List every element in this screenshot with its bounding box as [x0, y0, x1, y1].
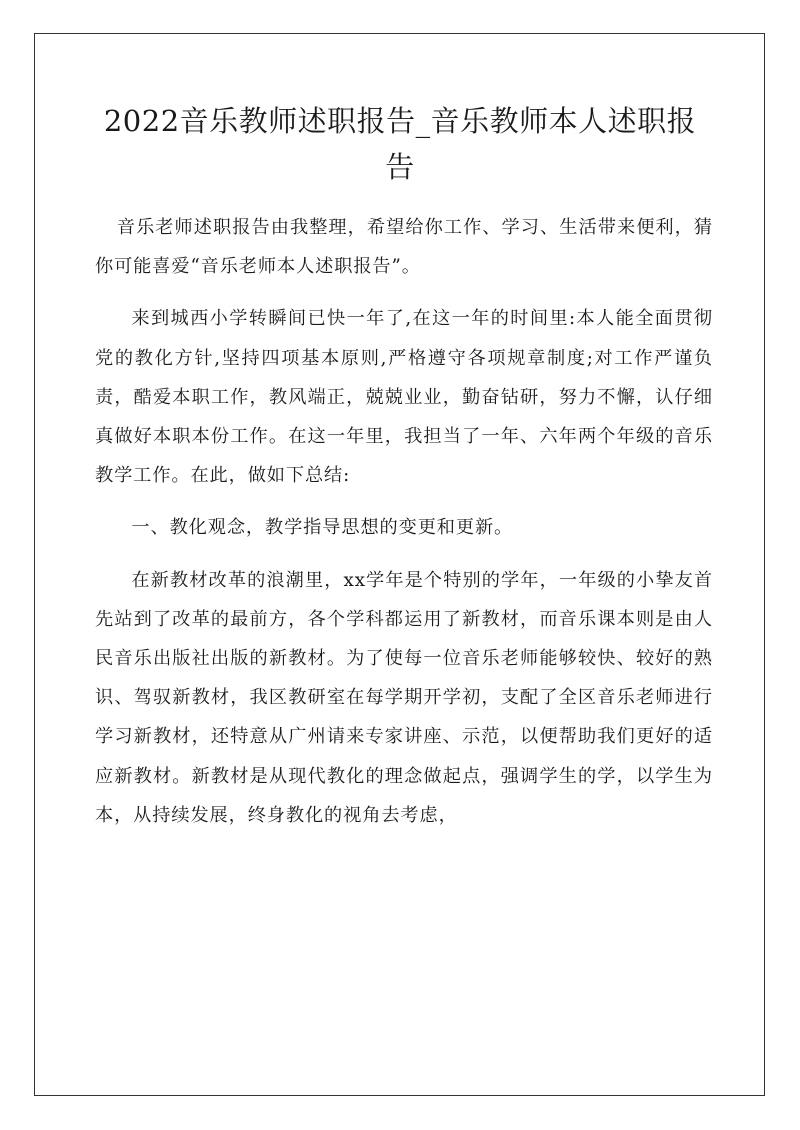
paragraph-intro: 音乐老师述职报告由我整理，希望给你工作、学习、生活带来便利，猜你可能喜爱“音乐老师本人述职报告”。	[95, 217, 713, 278]
document-title: 2022音乐教师述职报告_音乐教师本人述职报告	[103, 104, 697, 184]
document-body	[95, 208, 713, 848]
section-heading-1: 一、教化观念，教学指导思想的变更和更新。	[131, 517, 514, 539]
paragraph-new-textbook: 在新教材改革的浪潮里，xx学年是个特别的学年，一年级的小挚友首先站到了改革的最前方，各个学科都运用了新教材，而音乐课本则是由人民音乐出版社出版的新教材。为了使每一位音乐老师能够较快、较好的熟识、驾驭新教材，我区教研室在每学期开学初，支配了全区音乐老师进行学习新教材，还特意从广州请来专家讲座、示范，以便帮助我们更好的适应新教材。新教材是从现代教化的理念做起点，强调学生的学，以学生为本，从持续发展，终身教化的视角去考虑，	[95, 569, 713, 826]
paragraph-overview: 来到城西小学转瞬间已快一年了,在这一年的时间里:本人能全面贯彻党的教化方针,坚持四项基本原则,严格遵守各项规章制度;对工作严谨负责，酷爱本职工作，教风端正，兢兢业业，勤奋钻研，努力不懈，认仔细真做好本职本份工作。在这一年里，我担当了一年、六年两个年级的音乐教学工作。在此，做如下总结:	[95, 308, 713, 487]
